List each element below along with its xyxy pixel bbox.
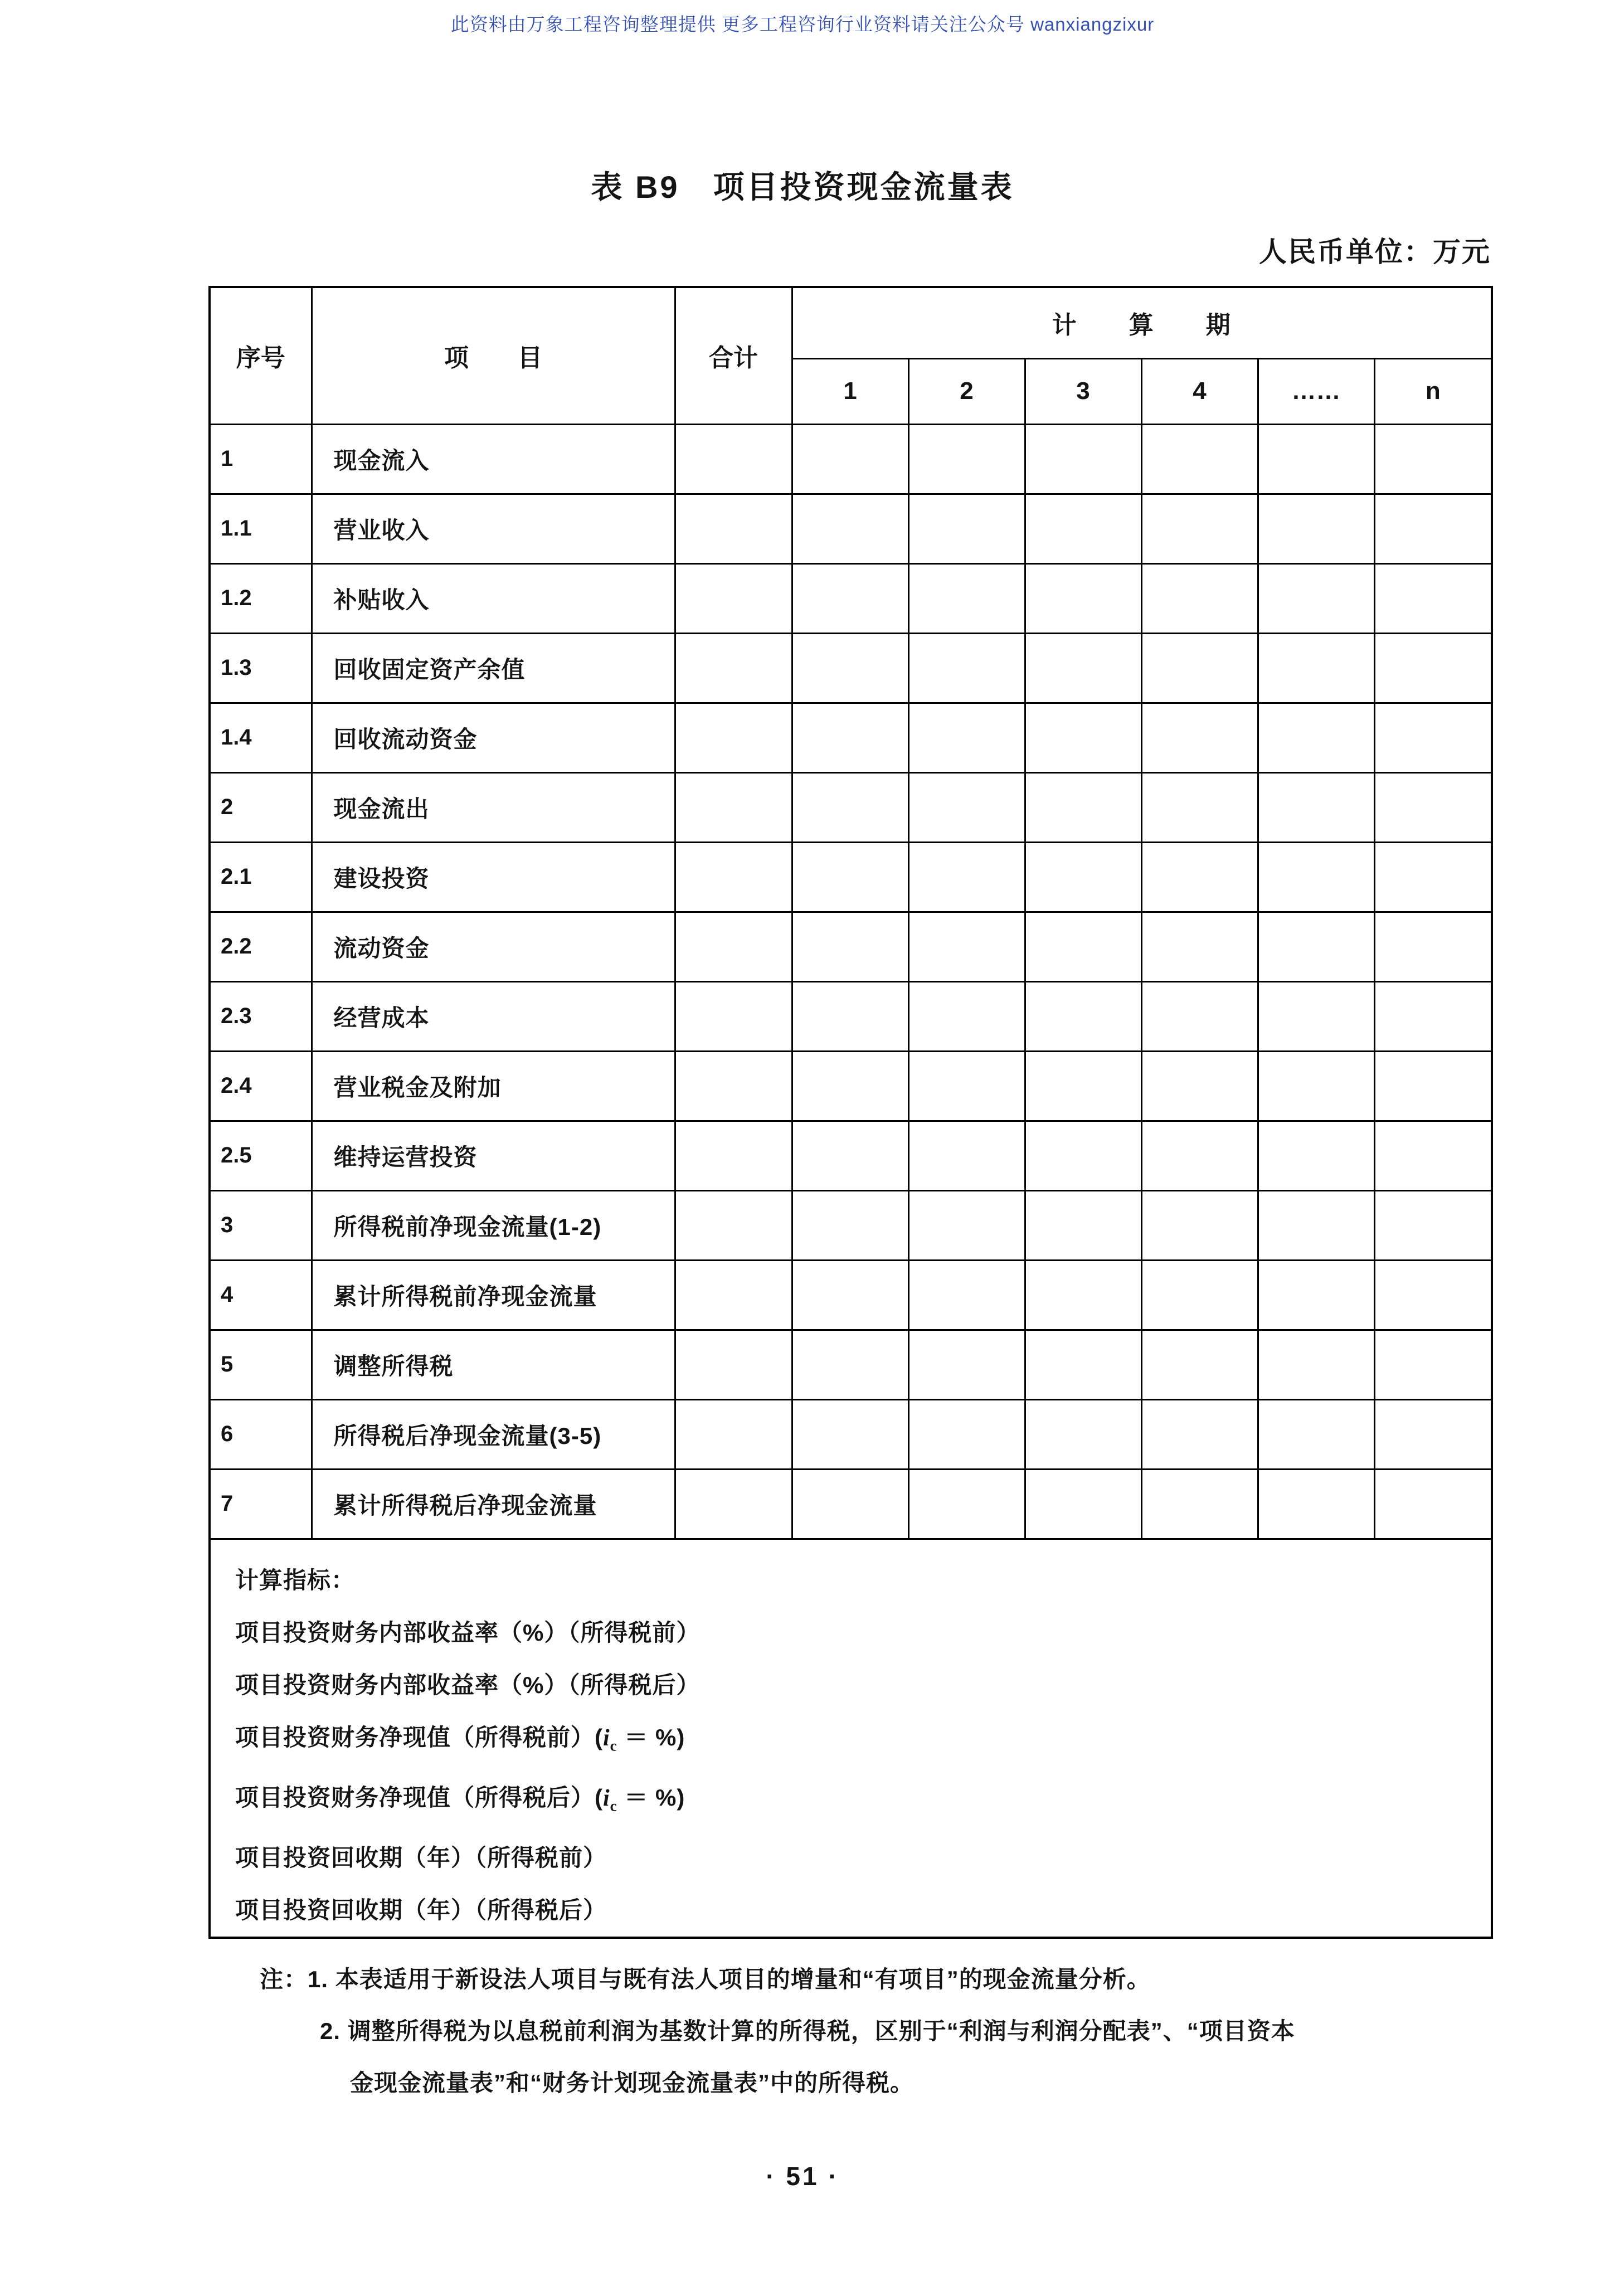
value-cell (908, 494, 1025, 563)
value-cell (675, 494, 792, 563)
value-cell (1258, 1469, 1374, 1539)
table-row (210, 1330, 1492, 1399)
table-row (210, 1051, 1492, 1121)
table-row (210, 633, 1492, 703)
value-cell (908, 633, 1025, 703)
row-item: 所得税前净现金流量(1-2) (312, 1190, 675, 1260)
table-row (210, 842, 1492, 912)
header-item: 项 目 (312, 287, 675, 424)
value-cell (1141, 842, 1258, 912)
row-seq: 2.4 (210, 1051, 312, 1121)
value-cell (1374, 1330, 1492, 1399)
value-cell (1141, 563, 1258, 633)
row-item: 建设投资 (312, 842, 675, 912)
value-cell (908, 1051, 1025, 1121)
value-cell (675, 1330, 792, 1399)
value-cell (908, 1330, 1025, 1399)
row-seq: 1.4 (210, 703, 312, 772)
indicator-line: 项目投资财务净现值（所得税后）($i_c$ ＝ %) (235, 1784, 685, 1815)
row-seq: 1.1 (210, 494, 312, 563)
value-cell (675, 1469, 792, 1539)
value-cell (792, 563, 908, 633)
value-cell (908, 1121, 1025, 1190)
value-cell (1258, 772, 1374, 842)
indicator-line: 项目投资财务内部收益率（%）（所得税后） (235, 1671, 701, 1698)
value-cell (1141, 1330, 1258, 1399)
value-cell (1374, 842, 1492, 912)
value-cell (908, 1399, 1025, 1469)
value-cell (675, 772, 792, 842)
value-cell (792, 1330, 908, 1399)
table-row (210, 912, 1492, 981)
value-cell (792, 1121, 908, 1190)
value-cell (1258, 494, 1374, 563)
row-item: 调整所得税 (312, 1330, 675, 1399)
row-seq: 1.3 (210, 633, 312, 703)
value-cell (1025, 1121, 1141, 1190)
value-cell (908, 981, 1025, 1051)
value-cell (1374, 772, 1492, 842)
table-row (210, 1399, 1492, 1469)
table-row (210, 1469, 1492, 1539)
table-row (210, 703, 1492, 772)
value-cell (1258, 703, 1374, 772)
value-cell (1374, 912, 1492, 981)
value-cell (792, 633, 908, 703)
value-cell (908, 772, 1025, 842)
value-cell (1025, 1399, 1141, 1469)
value-cell (1025, 1330, 1141, 1399)
row-item: 经营成本 (312, 981, 675, 1051)
value-cell (1258, 1051, 1374, 1121)
value-cell (792, 981, 908, 1051)
row-item: 回收流动资金 (312, 703, 675, 772)
row-seq: 2 (210, 772, 312, 842)
value-cell (1258, 633, 1374, 703)
table-row (210, 772, 1492, 842)
value-cell (908, 563, 1025, 633)
value-cell (675, 842, 792, 912)
row-seq: 3 (210, 1190, 312, 1260)
value-cell (1025, 494, 1141, 563)
value-cell (1141, 1399, 1258, 1469)
table-row (210, 563, 1492, 633)
value-cell (1258, 1190, 1374, 1260)
row-seq: 5 (210, 1330, 312, 1399)
value-cell (1374, 703, 1492, 772)
row-item: 营业税金及附加 (312, 1051, 675, 1121)
value-cell (1141, 494, 1258, 563)
value-cell (1141, 1260, 1258, 1330)
value-cell (1141, 1121, 1258, 1190)
value-cell (1025, 772, 1141, 842)
value-cell (792, 1469, 908, 1539)
value-cell (1258, 1121, 1374, 1190)
header-period-3: 3 (1025, 358, 1141, 424)
value-cell (675, 703, 792, 772)
row-seq: 2.2 (210, 912, 312, 981)
row-seq: 1 (210, 424, 312, 494)
note-1: 注：1. 本表适用于新设法人项目与既有法人项目的增量和“有项目”的现金流量分析。 (260, 1966, 1151, 1992)
row-item: 补贴收入 (312, 563, 675, 633)
row-seq: 2.5 (210, 1121, 312, 1190)
row-seq: 7 (210, 1469, 312, 1539)
notes-section (260, 1953, 1475, 2109)
value-cell (908, 1190, 1025, 1260)
value-cell (792, 772, 908, 842)
page-title: 表 B9 项目投资现金流量表 (591, 169, 1014, 205)
value-cell (908, 424, 1025, 494)
table-row (210, 424, 1492, 494)
value-cell (1258, 1330, 1374, 1399)
value-cell (1374, 494, 1492, 563)
indicators-section (210, 1539, 1492, 1938)
value-cell (675, 1399, 792, 1469)
value-cell (1374, 1260, 1492, 1330)
page-number: · 51 · (766, 2162, 839, 2191)
value-cell (1025, 563, 1141, 633)
note-2-continued: 金现金流量表”和“财务计划现金流量表”中的所得税。 (350, 2070, 915, 2096)
value-cell (792, 912, 908, 981)
table-row (210, 494, 1492, 563)
value-cell (675, 1260, 792, 1330)
value-cell (1374, 1190, 1492, 1260)
watermark-text: 此资料由万象工程咨询整理提供 更多工程咨询行业资料请关注公众号 wanxiangzixur (450, 14, 1155, 35)
value-cell (675, 1051, 792, 1121)
value-cell (1374, 563, 1492, 633)
value-cell (908, 1469, 1025, 1539)
row-item: 现金流入 (312, 424, 675, 494)
table-row (210, 1260, 1492, 1330)
row-item: 营业收入 (312, 494, 675, 563)
value-cell (908, 703, 1025, 772)
value-cell (1025, 703, 1141, 772)
header-total: 合计 (675, 287, 792, 424)
value-cell (675, 1121, 792, 1190)
value-cell (1025, 981, 1141, 1051)
value-cell (675, 1190, 792, 1260)
value-cell (1258, 981, 1374, 1051)
row-item: 累计所得税前净现金流量 (312, 1260, 675, 1330)
value-cell (675, 912, 792, 981)
value-cell (1258, 1260, 1374, 1330)
value-cell (1374, 424, 1492, 494)
value-cell (1025, 912, 1141, 981)
row-seq: 1.2 (210, 563, 312, 633)
value-cell (792, 1260, 908, 1330)
indicator-line: 项目投资回收期（年）（所得税后） (235, 1897, 607, 1924)
value-cell (1258, 912, 1374, 981)
value-cell (1374, 1469, 1492, 1539)
value-cell (1141, 703, 1258, 772)
header-period-1: 1 (792, 358, 908, 424)
value-cell (1141, 912, 1258, 981)
value-cell (1141, 1469, 1258, 1539)
value-cell (1141, 772, 1258, 842)
value-cell (792, 1051, 908, 1121)
table-body (210, 424, 1492, 1539)
value-cell (792, 703, 908, 772)
header-period-2: 2 (908, 358, 1025, 424)
value-cell (908, 1260, 1025, 1330)
value-cell (792, 1190, 908, 1260)
value-cell (1025, 842, 1141, 912)
value-cell (1141, 1051, 1258, 1121)
value-cell (1141, 633, 1258, 703)
table-row (210, 1190, 1492, 1260)
value-cell (1025, 1051, 1141, 1121)
value-cell (1025, 1190, 1141, 1260)
value-cell (1374, 1051, 1492, 1121)
row-seq: 2.3 (210, 981, 312, 1051)
cashflow-table (208, 286, 1493, 1939)
value-cell (675, 563, 792, 633)
table-row (210, 1121, 1492, 1190)
indicator-line: 项目投资财务内部收益率（%）（所得税前） (235, 1619, 701, 1646)
value-cell (1258, 424, 1374, 494)
indicator-line: 项目投资回收期（年）（所得税前） (235, 1845, 607, 1871)
value-cell (1141, 1190, 1258, 1260)
indicators-title: 计算指标： (235, 1567, 356, 1593)
value-cell (675, 424, 792, 494)
value-cell (675, 633, 792, 703)
header-period-4: 4 (1141, 358, 1258, 424)
row-seq: 4 (210, 1260, 312, 1330)
currency-unit-label: 人民币单位：万元 (1259, 236, 1491, 267)
row-item: 流动资金 (312, 912, 675, 981)
indicator-lines (235, 1607, 1480, 1937)
header-period-ellipsis: …… (1258, 358, 1374, 424)
row-item: 回收固定资产余值 (312, 633, 675, 703)
row-item: 现金流出 (312, 772, 675, 842)
value-cell (675, 981, 792, 1051)
row-seq: 6 (210, 1399, 312, 1469)
value-cell (1374, 981, 1492, 1051)
header-period-n: n (1374, 358, 1492, 424)
value-cell (1374, 633, 1492, 703)
row-seq: 2.1 (210, 842, 312, 912)
value-cell (1025, 633, 1141, 703)
value-cell (1258, 842, 1374, 912)
row-item: 累计所得税后净现金流量 (312, 1469, 675, 1539)
value-cell (1258, 563, 1374, 633)
value-cell (908, 912, 1025, 981)
row-item: 所得税后净现金流量(3-5) (312, 1399, 675, 1469)
value-cell (1374, 1121, 1492, 1190)
value-cell (1141, 424, 1258, 494)
indicator-line: 项目投资财务净现值（所得税前）($i_c$ ＝ %) (235, 1724, 685, 1754)
value-cell (1258, 1399, 1374, 1469)
header-seq: 序号 (210, 287, 312, 424)
value-cell (1025, 1260, 1141, 1330)
value-cell (908, 842, 1025, 912)
value-cell (792, 842, 908, 912)
value-cell (1025, 424, 1141, 494)
value-cell (1025, 1469, 1141, 1539)
note-2: 2. 调整所得税为以息税前利润为基数计算的所得税，区别于“利润与利润分配表”、“项目资本 (320, 2018, 1295, 2044)
table-row (210, 981, 1492, 1051)
value-cell (1141, 981, 1258, 1051)
value-cell (1374, 1399, 1492, 1469)
row-item: 维持运营投资 (312, 1121, 675, 1190)
value-cell (792, 424, 908, 494)
value-cell (792, 494, 908, 563)
header-period-group: 计 算 期 (792, 287, 1492, 358)
value-cell (792, 1399, 908, 1469)
